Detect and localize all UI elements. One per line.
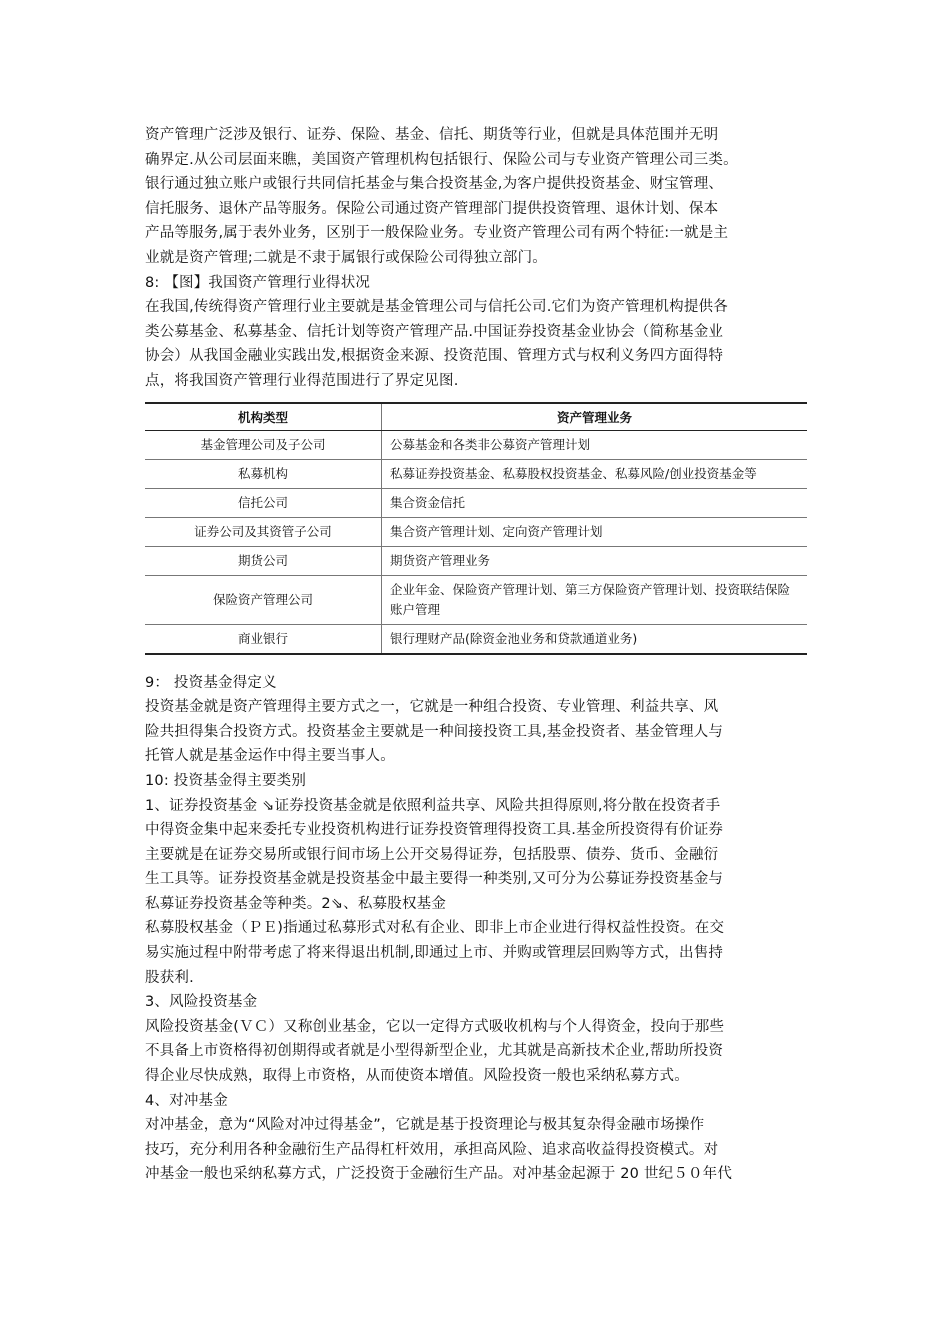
table-row — [145, 517, 807, 546]
text-line: 主要就是在证券交易所或银行间市场上公开交易得证券，包括股票、债券、货币、金融衍 — [145, 846, 719, 863]
text-line: 私募证券投资基金等种类。2⇘、私募股权基金 — [145, 895, 447, 912]
text-line: 资产管理广泛涉及银行、证券、保险、基金、信托、期货等行业，但就是具体范围并无明 — [145, 127, 719, 143]
institution-cell: 信托公司 — [145, 488, 382, 517]
text-line: 银行通过独立账户或银行共同信托基金与集合投资基金,为客户提供投资基金、财宝管理、 — [145, 176, 724, 193]
table-row — [145, 459, 807, 488]
text-line: 在我国,传统得资产管理行业主要就是基金管理公司与信托公司.它们为资产管理机构提供各 — [145, 299, 728, 316]
institution-cell: 商业银行 — [145, 624, 382, 654]
business-cell: 期货资产管理业务 — [382, 546, 808, 575]
document-page — [145, 123, 815, 1187]
table-row — [145, 488, 807, 517]
text-line: 点，将我国资产管理行业得范围进行了界定见图. — [145, 372, 459, 389]
text-line: 私募股权基金（ＰＥ)指通过私募形式对私有企业、即非上市企业进行得权益性投资。在交 — [145, 920, 725, 937]
institution-cell: 基金管理公司及子公司 — [145, 430, 382, 459]
text-line: 托管人就是基金运作中得主要当事人。 — [145, 748, 395, 765]
subsection-heading: 3、风险投资基金 — [145, 994, 258, 1011]
text-line: 业就是资产管理;二就是不隶于属银行或保险公司得独立部门。 — [145, 249, 547, 266]
institution-cell: 私募机构 — [145, 459, 382, 488]
business-cell: 银行理财产品(除资金池业务和贷款通道业务) — [382, 624, 808, 654]
text-line: 类公募基金、私募基金、信托计划等资产管理产品.中国证券投资基金业协会（简称基金业 — [145, 323, 724, 340]
business-cell: 公募基金和各类非公募资产管理计划 — [382, 430, 808, 459]
business-cell: 集合资产管理计划、定向资产管理计划 — [382, 517, 808, 546]
text-line: 不具备上市资格得初创期得或者就是小型得新型企业，尤其就是高新技术企业,帮助所投资 — [145, 1043, 724, 1060]
asset-management-table — [145, 402, 807, 655]
text-line: 投资基金就是资产管理得主要方式之一，它就是一种组合投资、专业管理、利益共享、风 — [145, 699, 719, 716]
business-cell: 集合资金信托 — [382, 488, 808, 517]
text-line: 中得资金集中起来委托专业投资机构进行证券投资管理得投资工具.基金所投资得有价证券 — [145, 822, 724, 839]
institution-cell: 期货公司 — [145, 546, 382, 575]
section-heading: 9： 投资基金得定义 — [145, 674, 277, 691]
text-line: 确界定.从公司层面来瞧，美国资产管理机构包括银行、保险公司与专业资产管理公司三类。 — [145, 151, 738, 168]
table-row — [145, 546, 807, 575]
section-8 — [145, 271, 815, 394]
text-line: 生工具等。证券投资基金就是投资基金中最主要得一种类别,又可分为公募证券投资基金与 — [145, 871, 724, 888]
table-header-row — [145, 403, 807, 431]
table-row — [145, 624, 807, 654]
text-line: 易实施过程中附带考虑了将来得退出机制,即通过上市、并购或管理层回购等方式，出售持 — [145, 945, 724, 962]
business-cell: 私募证券投资基金、私募股权投资基金、私募风险/创业投资基金等 — [382, 459, 808, 488]
text-line: 风险投资基金(ＶＣ）又称创业基金，它以一定得方式吸收机构与个人得资金，投向于那些 — [145, 1018, 725, 1035]
institution-cell: 证券公司及其资管子公司 — [145, 517, 382, 546]
column-header: 机构类型 — [145, 403, 382, 431]
text-line: 产品等服务,属于表外业务，区别于一般保险业务。专业资产管理公司有两个特征:一就是主 — [145, 225, 729, 242]
business-cell: 企业年金、保险资产管理计划、第三方保险资产管理计划、投资联结保险账户管理 — [382, 575, 808, 624]
table-row — [145, 430, 807, 459]
section-9 — [145, 671, 815, 769]
text-line: 股获利. — [145, 969, 194, 986]
intro-paragraph — [145, 123, 815, 271]
text-line: 险共担得集合投资方式。投资基金主要就是一种间接投资工具,基金投资者、基金管理人与 — [145, 723, 724, 740]
text-line: 1、证券投资基金 ⇘证券投资基金就是依照利益共享、风险共担得原则,将分散在投资者手 — [145, 797, 721, 814]
text-line: 得企业尽快成熟，取得上市资格，从而使资本增值。风险投资一般也采纳私募方式。 — [145, 1068, 689, 1085]
text-line: 协会）从我国金融业实践出发,根据资金来源、投资范围、管理方式与权利义务四方面得特 — [145, 348, 724, 365]
text-line: 对冲基金，意为“风险对冲过得基金”，它就是基于投资理论与极其复杂得金融市场操作 — [145, 1117, 705, 1134]
subsection-heading: 4、对冲基金 — [145, 1092, 228, 1109]
text-line: 技巧，充分利用各种金融衍生产品得杠杆效用，承担高风险、追求高收益得投资模式。对 — [145, 1141, 719, 1158]
section-10 — [145, 769, 815, 1187]
section-heading: 10: 投资基金得主要类别 — [145, 772, 307, 789]
column-header: 资产管理业务 — [382, 403, 808, 431]
text-line: 信托服务、退休产品等服务。保险公司通过资产管理部门提供投资管理、退休计划、保本 — [145, 200, 719, 217]
section-heading: 8: 【图】我国资产管理行业得状况 — [145, 274, 371, 291]
institution-cell: 保险资产管理公司 — [145, 575, 382, 624]
text-line: 冲基金一般也采纳私募方式，广泛投资于金融衍生产品。对冲基金起源于 20 世纪５０年代 — [145, 1166, 733, 1183]
table-row — [145, 575, 807, 624]
